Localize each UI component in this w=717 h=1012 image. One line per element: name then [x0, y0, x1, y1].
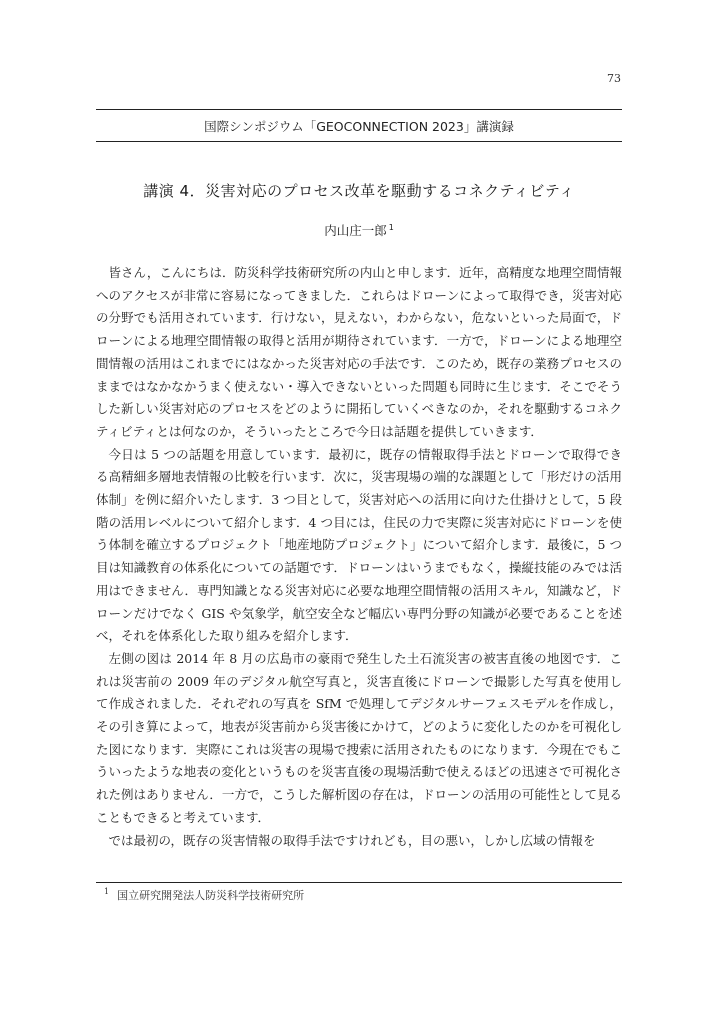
paragraph-3: 左側の図は 2014 年 8 月の広島市の豪雨で発生した土石流災害の被害直後の地図です．これは災害前の 2009 年のデジタル航空写真と，災害直後にドローンで撮影した写真を使用して作成されました．それぞれの写真を SfM で処理してデジタルサーフェスモデルを作成し，その引き算によって，地表が災害前から災害後にかけて，どのように変化したのかを可視化した図になります．実際にこれは災害の現場で捜索に活用されたものになります．今現在でもこういったような地表の変化というものを災害直後の現場活動で使えるほどの迅速さで可視化された例はありません．一方で，こうした解析図の存在は，ドローンの活用の可能性として見ることもできると考えています． [96, 650, 622, 825]
paragraph-4: では最初の，既存の災害情報の取得手法ですけれども，目の悪い，しかし広域の情報を [108, 832, 596, 848]
running-head: 国際シンポジウム「GEOCONNECTION 2023」講演録 [204, 119, 514, 134]
header-rule-bottom [96, 141, 622, 142]
header-rule-top [96, 109, 622, 110]
paper-title: 講演 4．災害対応のプロセス改革を駆動するコネクティビティ [143, 182, 575, 200]
footnote [104, 887, 304, 903]
author-name: 内山庄一郎 [324, 223, 387, 238]
author-footnote-mark: 1 [388, 222, 394, 232]
footnote-mark: 1 [104, 887, 110, 897]
body-text [96, 262, 622, 852]
paragraph-2: 今日は 5 つの話題を用意しています．最初に，既存の情報取得手法とドローンで取得できる高精細多層地表情報の比較を行います．次に，災害現場の端的な課題として「形だけの活用体制」を例に紹介いたします．3 つ目として，災害対応への活用に向けた仕掛けとして，5 段階の活用レベルについて紹介します．4 つ目には，住民の力で実際に災害対応にドローンを使う体制を確立するプロジェクト「地産地防プロジェクト」について紹介します．最後に，5 つ目は知識教育の体系化についての話題です．ドローンはいうまでもなく，操縦技能のみでは活用はできません．専門知識となる災害対応に必要な地理空間情報の活用スキル，知識など，ドローンだけでなく GIS や気象学，航空安全など幅広い専門分野の知識が必要であることを述べ，それを体系化した取り組みを紹介します． [96, 446, 622, 644]
author-line [96, 221, 622, 239]
paragraph-1: 皆さん，こんにちは．防災科学技術研究所の内山と申します．近年，高精度な地理空間情報へのアクセスが非常に容易になってきました．これらはドローンによって取得でき，災害対応の分野でも活用されています．行けない，見えない，わからない，危ないといった局面で，ドローンによる地理空間情報の取得と活用が期待されています．一方で，ドローンによる地理空間情報の活用はこれまでにはなかった災害対応の手法です．このため，既存の業務プロセスのままではなかなかうまく使えない・導入できないといった問題も同時に生じます．そこでそうした新しい災害対応のプロセスをどのように開拓していくべきなのか，それを駆動するコネクティビティとは何なのか，そういったところで今日は話題を提供していきます． [96, 265, 622, 439]
page-number: 73 [607, 72, 621, 85]
footnote-text: 国立研究開発法人防災科学技術研究所 [117, 889, 305, 902]
footnote-rule [96, 882, 622, 883]
